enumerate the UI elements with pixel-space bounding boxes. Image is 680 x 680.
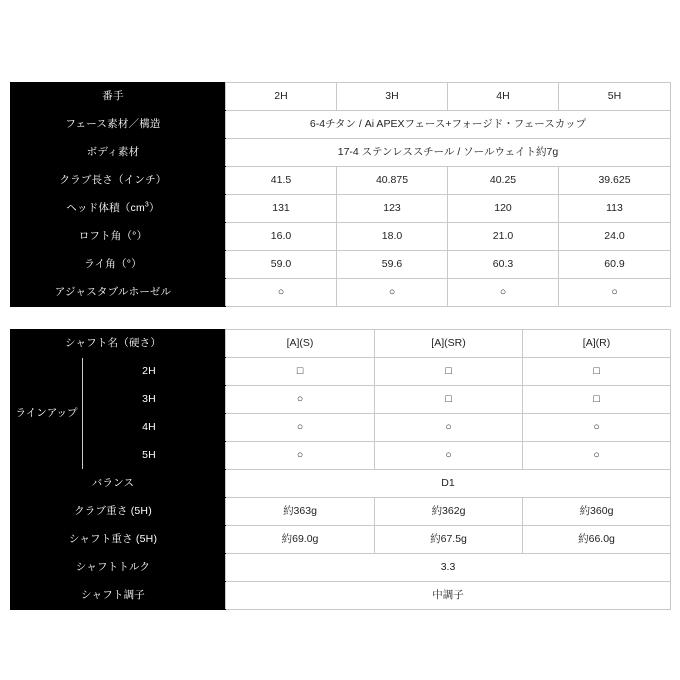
row-label-head-volume xyxy=(11,195,226,223)
cell-lineup-2h-sr: □ xyxy=(375,358,523,386)
row-label-lineup-4h: 4H xyxy=(83,414,226,442)
table-header-row xyxy=(11,83,671,111)
cell-loft-4h: 21.0 xyxy=(448,223,559,251)
cell-lineup-3h-r: □ xyxy=(523,386,671,414)
row-label-shaft-flex-point: シャフト調子 xyxy=(11,582,226,610)
cell-club-length-4h: 40.25 xyxy=(448,167,559,195)
table-row xyxy=(11,498,671,526)
cell-hosel-3h: ○ xyxy=(337,279,448,307)
row-label-club-weight: クラブ重さ (5H) xyxy=(11,498,226,526)
cell-club-length-2h: 41.5 xyxy=(226,167,337,195)
table-row xyxy=(11,251,671,279)
cell-head-volume-4h: 120 xyxy=(448,195,559,223)
column-header-shaft-r: [A](R) xyxy=(523,330,671,358)
cell-lie-5h: 60.9 xyxy=(559,251,671,279)
cell-lineup-2h-s: □ xyxy=(226,358,375,386)
row-label-head-volume-text: ヘッド体積（cm xyxy=(66,201,145,214)
cell-lie-2h: 59.0 xyxy=(226,251,337,279)
cell-loft-2h: 16.0 xyxy=(226,223,337,251)
cell-hosel-5h: ○ xyxy=(559,279,671,307)
table-row xyxy=(11,167,671,195)
table-row xyxy=(11,358,671,386)
cell-head-volume-2h: 131 xyxy=(226,195,337,223)
cell-loft-5h: 24.0 xyxy=(559,223,671,251)
cell-lineup-5h-s: ○ xyxy=(226,442,375,470)
column-header-5h: 5H xyxy=(559,83,671,111)
cell-shaft-weight-r: 約66.0g xyxy=(523,526,671,554)
cell-hosel-4h: ○ xyxy=(448,279,559,307)
table-row xyxy=(11,279,671,307)
column-header-2h: 2H xyxy=(226,83,337,111)
cell-club-weight-s: 約363g xyxy=(226,498,375,526)
cell-lineup-3h-s: ○ xyxy=(226,386,375,414)
cell-body-material: 17-4 ステンレススチール / ソールウェイト約7g xyxy=(226,139,671,167)
row-label-adjustable-hosel: アジャスタブルホーゼル xyxy=(11,279,226,307)
column-header-shaft-sr: [A](SR) xyxy=(375,330,523,358)
column-header-shaft-s: [A](S) xyxy=(226,330,375,358)
table-row xyxy=(11,554,671,582)
cell-lineup-3h-sr: □ xyxy=(375,386,523,414)
row-label-shaft-name: シャフト名（硬さ） xyxy=(11,330,226,358)
cell-shaft-weight-s: 約69.0g xyxy=(226,526,375,554)
column-header-4h: 4H xyxy=(448,83,559,111)
row-label-balance: バランス xyxy=(11,470,226,498)
row-label-face-material: フェース素材／構造 xyxy=(11,111,226,139)
table-row xyxy=(11,386,671,414)
row-label-lineup: ラインアップ xyxy=(11,358,83,470)
table-row xyxy=(11,526,671,554)
cell-shaft-torque: 3.3 xyxy=(226,554,671,582)
row-label-lineup-5h: 5H xyxy=(83,442,226,470)
table-row xyxy=(11,111,671,139)
cell-shaft-weight-sr: 約67.5g xyxy=(375,526,523,554)
cell-hosel-2h: ○ xyxy=(226,279,337,307)
row-label-model-number: 番手 xyxy=(11,83,226,111)
cell-face-material: 6-4チタン / Ai APEXフェース+フォージド・フェースカップ xyxy=(226,111,671,139)
row-label-club-length: クラブ長さ（インチ） xyxy=(11,167,226,195)
cell-shaft-flex-point: 中調子 xyxy=(226,582,671,610)
table-header-row xyxy=(11,330,671,358)
cell-lineup-4h-s: ○ xyxy=(226,414,375,442)
cell-club-weight-sr: 約362g xyxy=(375,498,523,526)
cell-lineup-5h-sr: ○ xyxy=(375,442,523,470)
table-row xyxy=(11,470,671,498)
cell-club-length-3h: 40.875 xyxy=(337,167,448,195)
cell-loft-3h: 18.0 xyxy=(337,223,448,251)
shaft-lineup-table xyxy=(10,329,671,610)
head-spec-table xyxy=(10,82,671,307)
row-label-body-material: ボディ素材 xyxy=(11,139,226,167)
row-label-lineup-2h: 2H xyxy=(83,358,226,386)
table-row xyxy=(11,139,671,167)
row-label-shaft-weight: シャフト重さ (5H) xyxy=(11,526,226,554)
row-label-lineup-3h: 3H xyxy=(83,386,226,414)
column-header-3h: 3H xyxy=(337,83,448,111)
row-label-head-volume-suffix: ） xyxy=(149,201,160,214)
row-label-loft-angle: ロフト角（°） xyxy=(11,223,226,251)
row-label-head-volume-sup: 3 xyxy=(144,201,149,209)
cell-lie-4h: 60.3 xyxy=(448,251,559,279)
cell-lie-3h: 59.6 xyxy=(337,251,448,279)
row-label-lie-angle: ライ角（°） xyxy=(11,251,226,279)
cell-balance: D1 xyxy=(226,470,671,498)
row-label-shaft-torque: シャフトトルク xyxy=(11,554,226,582)
table-row xyxy=(11,223,671,251)
cell-club-length-5h: 39.625 xyxy=(559,167,671,195)
cell-head-volume-5h: 113 xyxy=(559,195,671,223)
table-row xyxy=(11,582,671,610)
cell-lineup-4h-sr: ○ xyxy=(375,414,523,442)
cell-lineup-4h-r: ○ xyxy=(523,414,671,442)
table-row xyxy=(11,414,671,442)
cell-club-weight-r: 約360g xyxy=(523,498,671,526)
cell-lineup-5h-r: ○ xyxy=(523,442,671,470)
cell-head-volume-3h: 123 xyxy=(337,195,448,223)
table-row xyxy=(11,442,671,470)
table-row xyxy=(11,195,671,223)
cell-lineup-2h-r: □ xyxy=(523,358,671,386)
